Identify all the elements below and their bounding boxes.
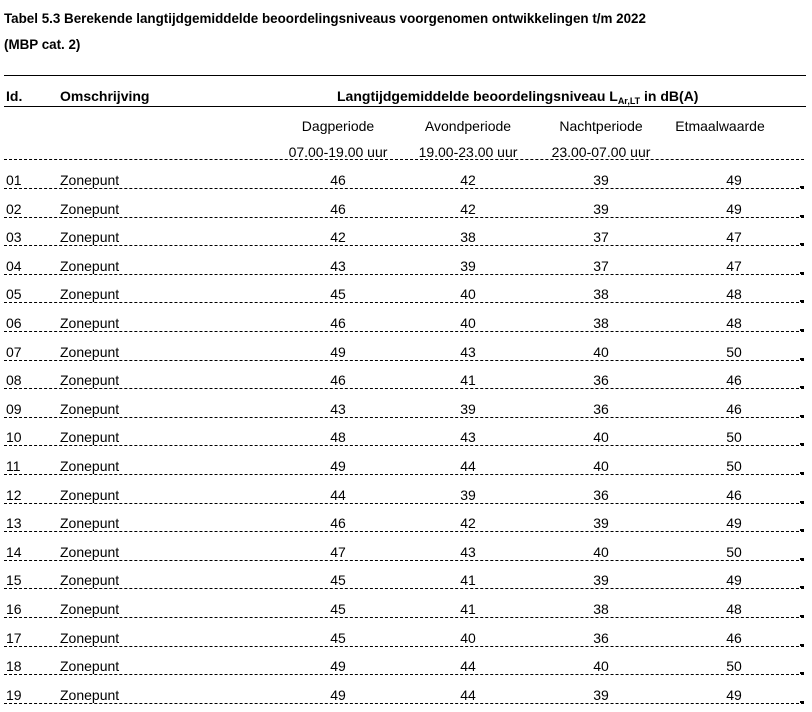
cell-avondperiode: 41 [460,372,476,389]
table-row [0,646,812,675]
cell-etmaalwaarde: 46 [726,486,742,503]
table-row [0,589,812,618]
cell-id: 04 [6,257,22,274]
cell-omschrijving: Zonepunt [60,343,120,360]
cell-avondperiode: 43 [460,543,476,560]
cell-avondperiode: 39 [460,257,476,274]
cell-id: 11 [6,457,21,474]
cell-etmaalwaarde: 48 [726,600,742,617]
cell-nachtperiode: 37 [593,257,609,274]
cell-etmaalwaarde: 49 [726,515,742,532]
cell-dagperiode: 42 [330,229,346,246]
cell-id: 03 [6,229,22,246]
cell-omschrijving: Zonepunt [60,372,120,389]
cell-nachtperiode: 40 [593,343,609,360]
cell-avondperiode: 44 [460,658,476,675]
cell-omschrijving: Zonepunt [60,229,120,246]
caption-line-1: Tabel 5.3 Berekende langtijdgemiddelde beoordelingsniveaus voorgenomen ontwikkelingen t/m 2022 [4,11,646,26]
period-time-nacht: 23.00-07.00 uur [551,144,651,160]
cell-nachtperiode: 39 [593,172,609,188]
table-row [0,560,812,589]
cell-id: 09 [6,400,22,417]
cell-id: 16 [6,600,22,617]
cell-etmaalwaarde: 47 [726,229,742,246]
period-name-avond: Avondperiode [424,118,512,134]
header-langtijd-prefix: Langtijdgemiddelde beoordelingsniveau L [337,88,618,104]
table-row [0,274,812,303]
cell-avondperiode: 42 [460,172,476,188]
cell-avondperiode: 44 [460,686,476,703]
header-omschrijving: Omschrijving [60,88,150,104]
table-row [0,246,812,275]
table-row [0,503,812,532]
table-row [0,360,812,389]
cell-id: 01 [6,172,22,188]
cell-omschrijving: Zonepunt [60,543,120,560]
cell-avondperiode: 44 [460,457,476,474]
cell-omschrijving: Zonepunt [60,200,120,217]
table-row [0,417,812,446]
cell-omschrijving: Zonepunt [60,686,120,703]
cell-id: 18 [6,658,22,675]
cell-avondperiode: 40 [460,629,476,646]
header-langtijd [337,86,698,111]
cell-avondperiode: 39 [460,400,476,417]
cell-id: 13 [6,515,22,532]
cell-etmaalwaarde: 46 [726,372,742,389]
cell-id: 06 [6,314,22,331]
cell-etmaalwaarde: 50 [726,457,742,474]
cell-omschrijving: Zonepunt [60,314,120,331]
cell-dagperiode: 46 [330,200,346,217]
table-row [0,389,812,418]
cell-dagperiode: 43 [330,400,346,417]
cell-dagperiode: 49 [330,686,346,703]
table-row [0,189,812,218]
cell-id: 08 [6,372,22,389]
cell-nachtperiode: 39 [593,572,609,589]
cell-avondperiode: 43 [460,343,476,360]
row-dashed-rule [4,703,804,704]
period-time-avond: 19.00-23.00 uur [418,144,518,160]
cell-dagperiode: 45 [330,629,346,646]
cell-nachtperiode: 38 [593,600,609,617]
cell-nachtperiode: 36 [593,372,609,389]
cell-dagperiode: 49 [330,343,346,360]
cell-nachtperiode: 36 [593,400,609,417]
table-row [0,618,812,647]
cell-etmaalwaarde: 50 [726,429,742,446]
cell-omschrijving: Zonepunt [60,486,120,503]
header-id: Id. [6,88,23,104]
cell-dagperiode: 45 [330,572,346,589]
cell-etmaalwaarde: 47 [726,257,742,274]
cell-id: 07 [6,343,22,360]
cell-omschrijving: Zonepunt [60,286,120,303]
cell-etmaalwaarde: 49 [726,572,742,589]
cell-nachtperiode: 38 [593,314,609,331]
table-row [0,532,812,561]
cell-id: 15 [6,572,22,589]
cell-etmaalwaarde: 50 [726,343,742,360]
cell-omschrijving: Zonepunt [60,600,120,617]
cell-dagperiode: 46 [330,372,346,389]
header-langtijd-suffix: in dB(A) [640,88,699,104]
cell-dagperiode: 46 [330,172,346,188]
cell-dagperiode: 48 [330,429,346,446]
cell-nachtperiode: 39 [593,686,609,703]
cell-omschrijving: Zonepunt [60,257,120,274]
cell-id: 12 [6,486,22,503]
cell-nachtperiode: 40 [593,658,609,675]
cell-nachtperiode: 37 [593,229,609,246]
period-name-dag: Dagperiode [301,118,375,134]
cell-id: 14 [6,543,22,560]
cell-avondperiode: 41 [460,572,476,589]
cell-nachtperiode: 40 [593,543,609,560]
cell-etmaalwaarde: 49 [726,172,742,188]
cell-omschrijving: Zonepunt [60,629,120,646]
cell-omschrijving: Zonepunt [60,572,120,589]
cell-id: 05 [6,286,22,303]
cell-dagperiode: 47 [330,543,346,560]
cell-avondperiode: 40 [460,286,476,303]
cell-etmaalwaarde: 46 [726,400,742,417]
table-row [0,675,812,704]
header-langtijd-subscript: Ar,LT [617,96,641,106]
cell-nachtperiode: 40 [593,429,609,446]
table-row [0,160,812,189]
cell-nachtperiode: 38 [593,286,609,303]
cell-etmaalwaarde: 49 [726,200,742,217]
table-caption [4,6,804,58]
cell-nachtperiode: 40 [593,457,609,474]
cell-id: 19 [6,686,22,703]
period-name-etmaal: Etmaalwaarde [675,118,765,134]
cell-nachtperiode: 39 [593,515,609,532]
cell-omschrijving: Zonepunt [60,658,120,675]
cell-nachtperiode: 36 [593,486,609,503]
cell-omschrijving: Zonepunt [60,457,120,474]
cell-nachtperiode: 39 [593,200,609,217]
cell-etmaalwaarde: 50 [726,658,742,675]
cell-id: 17 [6,629,22,646]
table-row [0,446,812,475]
cell-etmaalwaarde: 50 [726,543,742,560]
cell-omschrijving: Zonepunt [60,400,120,417]
cell-id: 02 [6,200,22,217]
cell-nachtperiode: 36 [593,629,609,646]
table-row [0,475,812,504]
cell-avondperiode: 42 [460,515,476,532]
cell-dagperiode: 49 [330,457,346,474]
period-time-dag: 07.00-19.00 uur [288,144,388,160]
cell-avondperiode: 41 [460,600,476,617]
table-body [0,160,812,703]
cell-id: 10 [6,429,22,446]
table-top-rule [4,75,806,76]
cell-omschrijving: Zonepunt [60,172,120,188]
cell-avondperiode: 43 [460,429,476,446]
header-rule [4,106,806,107]
row-end-tick [800,701,804,703]
cell-avondperiode: 39 [460,486,476,503]
table-row [0,303,812,332]
cell-dagperiode: 46 [330,314,346,331]
cell-avondperiode: 38 [460,229,476,246]
cell-etmaalwaarde: 49 [726,686,742,703]
table-row [0,332,812,361]
cell-etmaalwaarde: 46 [726,629,742,646]
cell-etmaalwaarde: 48 [726,286,742,303]
cell-avondperiode: 42 [460,200,476,217]
cell-dagperiode: 45 [330,600,346,617]
cell-omschrijving: Zonepunt [60,429,120,446]
cell-dagperiode: 43 [330,257,346,274]
cell-dagperiode: 44 [330,486,346,503]
cell-dagperiode: 45 [330,286,346,303]
cell-omschrijving: Zonepunt [60,515,120,532]
cell-dagperiode: 46 [330,515,346,532]
cell-avondperiode: 40 [460,314,476,331]
period-name-nacht: Nachtperiode [559,118,643,134]
caption-line-2: (MBP cat. 2) [4,37,81,52]
cell-etmaalwaarde: 48 [726,314,742,331]
cell-dagperiode: 49 [330,658,346,675]
table-row [0,217,812,246]
